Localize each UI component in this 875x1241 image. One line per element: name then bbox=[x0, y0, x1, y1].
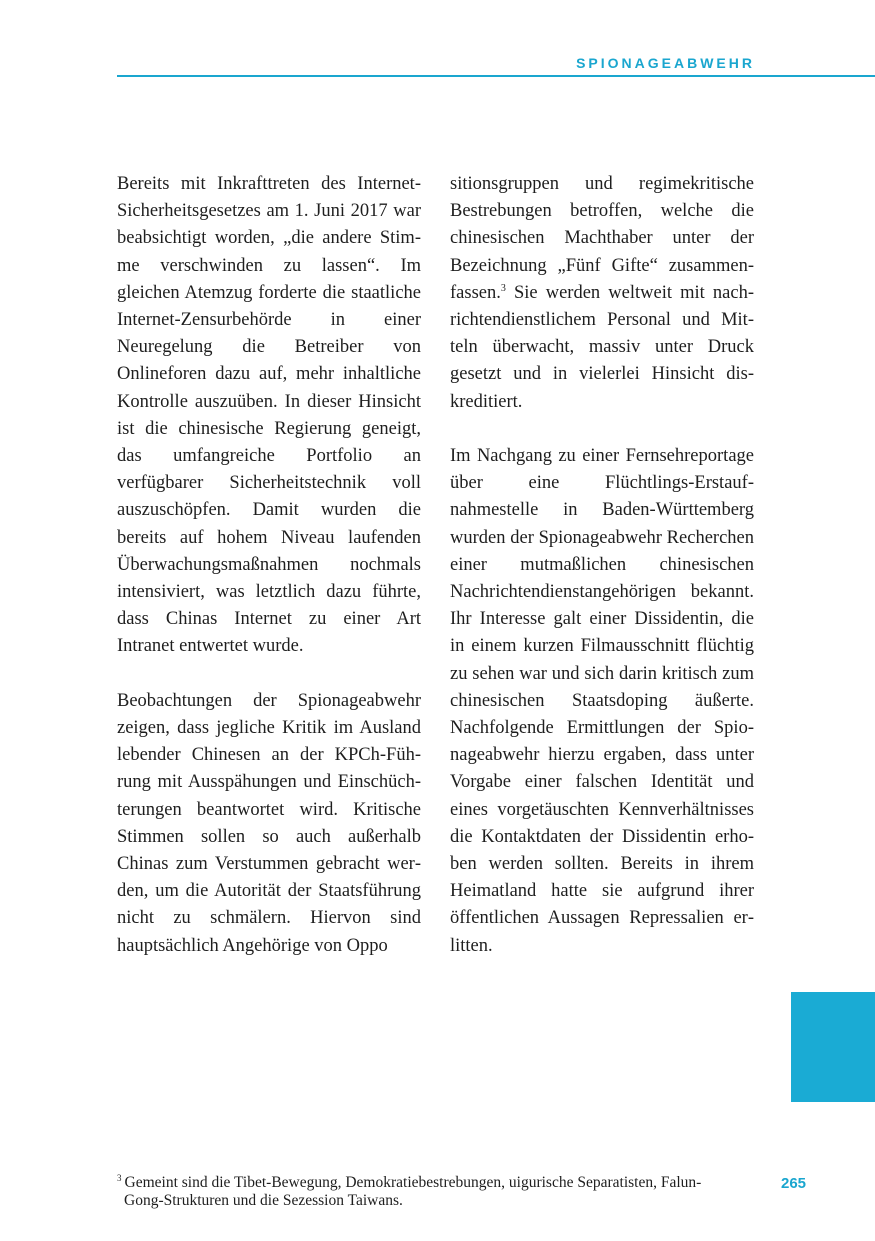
left-column bbox=[117, 171, 421, 960]
right-paragraph-1 bbox=[450, 171, 754, 416]
left-paragraph-1: Bereits mit Inkrafttreten des Internet-Sicherheitsgesetzes am 1. Juni 2017 war beabsichtigt worden, „die andere Stimme verschwinden zu lassen“. Im gleichen Atemzug forderte die staatliche Internet-Zensurbehörde in einer Neuregelung die Betreiber von Onlineforen dazu auf, mehr inhaltliche Kontrolle auszuüben. In dieser Hinsicht ist die chinesische Regierung geneigt, das umfangreiche Portfolio an verfügbarer Sicherheitstechnik voll auszuschöpfen. Damit wurden die bereits auf hohem Niveau laufenden Überwachungsmaßnahmen nochmals intensiviert, was letztlich dazu führte, dass Chinas Internet zu einer Art Intranet entwertet wurde. bbox=[117, 174, 421, 657]
footnote-reference[interactable]: 3 bbox=[500, 282, 506, 294]
left-paragraph-2: Beobachtungen der Spionageabwehr zeigen, dass jegliche Kritik im Ausland lebender Chinesen an der KPCh-Führung mit Ausspähungen und Einschüchterungen beantwortet wird. Kritische Stimmen sollen so auch außerhalb Chinas zum Verstummen gebracht werden, um die Autorität der Staatsführung nicht zu schmälern. Hiervon sind hauptsächlich Angehörige von Oppo bbox=[117, 690, 421, 956]
footnote-text-line-2: Gong-Strukturen und die Sezession Taiwans. bbox=[124, 1192, 403, 1209]
running-header-title: SPIONAGEABWEHR bbox=[576, 55, 755, 71]
right-paragraph-1-text-b: Sie werden weltweit mit nachrichtendienstlichem Personal und Mitteln überwacht, massiv unter Druck gesetzt und in vielerlei Hinsicht diskreditiert. bbox=[450, 282, 754, 412]
footnote bbox=[117, 1174, 757, 1210]
right-paragraph-2: Im Nachgang zu einer Fernsehreportage über eine Flüchtlings-Erstaufnahmestelle in Baden-Württemberg wurden der Spionageabwehr Recherchen einer mutmaßlichen chinesischen Nachrichtendienstangehörigen bekannt. Ihr Interesse galt einer Dissidentin, die in einem kurzen Filmausschnitt flüchtig zu sehen war und sich darin kritisch zum chinesischen Staatsdoping äußerte. Nachfolgende Ermittlungen der Spionageabwehr hierzu ergaben, dass unter Vorgabe einer falschen Identität und eines vorgetäuschten Kennverhältnisses die Kontaktdaten der Dissidentin erhoben werden sollten. Bereits in ihrem Heimatland hatte sie aufgrund ihrer öffentlichen Aussagen Repressalien erlitten. bbox=[450, 446, 754, 956]
footnote-number: 3 bbox=[117, 1172, 122, 1183]
header-rule bbox=[117, 75, 875, 77]
right-column bbox=[450, 171, 754, 960]
chapter-side-tab bbox=[791, 992, 875, 1102]
page-number: 265 bbox=[781, 1175, 807, 1192]
footnote-text-line-1: Gemeint sind die Tibet-Bewegung, Demokratiebestrebungen, uigurische Separatisten, Falun- bbox=[124, 1174, 702, 1191]
right-paragraph-1-text-a: sitionsgruppen und regimekritische Bestrebungen betroffen, welche die chinesischen Machthaber unter der Bezeichnung „Fünf Gifte“ zusammenfassen. bbox=[450, 174, 754, 303]
